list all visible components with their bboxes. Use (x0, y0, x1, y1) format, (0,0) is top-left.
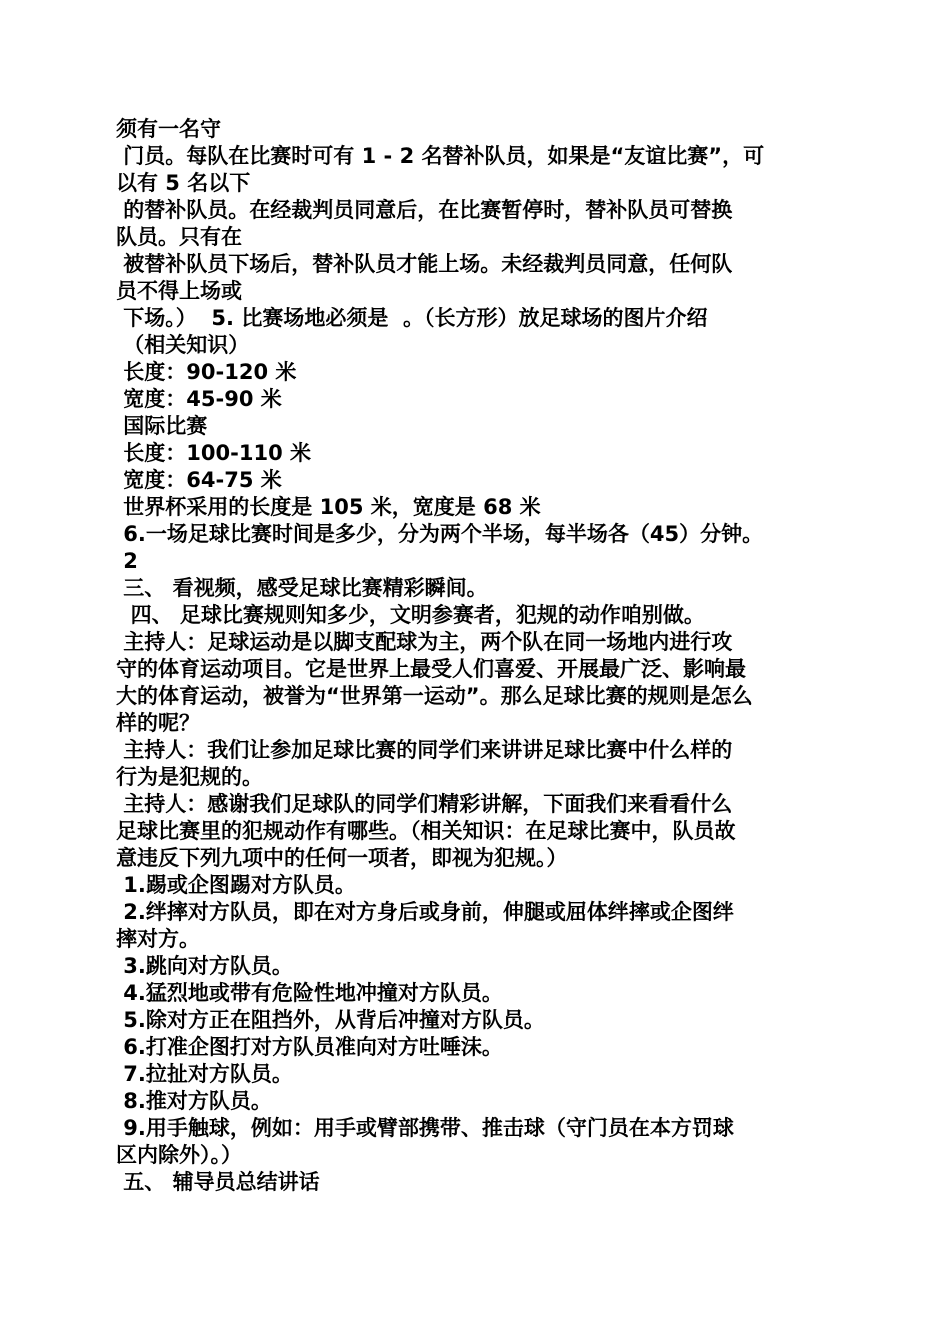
text-line: 主持人：感谢我们足球队的同学们精彩讲解，下面我们来看看什么 (116, 792, 733, 816)
text-line: 长度：90-120 米 (116, 360, 297, 384)
text-line: 下场。） 5. 比赛场地必须是 。（长方形）放足球场的图片介绍 (116, 306, 708, 330)
text-line: 世界杯采用的长度是 105 米，宽度是 68 米 (116, 495, 541, 519)
text-line: 宽度：64-75 米 (116, 468, 282, 492)
text-line: 主持人：我们让参加足球比赛的同学们来讲讲足球比赛中什么样的 (116, 738, 733, 762)
text-line: 守的体育运动项目。它是世界上最受人们喜爱、开展最广泛、影响最 (116, 657, 746, 681)
text-line: 9.用手触球，例如：用手或臂部携带、推击球（守门员在本方罚球 (116, 1116, 734, 1140)
text-line: 宽度：45-90 米 (116, 387, 282, 411)
text-line: 行为是犯规的。 (116, 765, 263, 789)
text-line: 员不得上场或 (116, 279, 242, 303)
text-line: 8.推对方队员。 (116, 1089, 272, 1113)
text-line: 5.除对方正在阻挡外，从背后冲撞对方队员。 (116, 1008, 545, 1032)
text-line: 大的体育运动，被誉为“世界第一运动”。那么足球比赛的规则是怎么 (116, 684, 753, 708)
text-line: 样的呢？ (116, 711, 200, 735)
text-line: 7.拉扯对方队员。 (116, 1062, 293, 1086)
text-line: 摔对方。 (116, 927, 200, 951)
text-line: 长度：100-110 米 (116, 441, 312, 465)
text-line: 1.踢或企图踢对方队员。 (116, 873, 356, 897)
text-line: 五、 辅导员总结讲话 (116, 1170, 320, 1194)
text-line: 国际比赛 (116, 414, 208, 438)
text-line: 四、 足球比赛规则知多少，文明参赛者，犯规的动作咱别做。 (116, 603, 705, 627)
text-line: 2 (116, 549, 138, 573)
text-line: 须有一名守 (116, 117, 221, 141)
text-line: 3.跳向对方队员。 (116, 954, 293, 978)
text-line: 区内除外）。） (116, 1143, 242, 1167)
text-line: （相关知识） (116, 333, 250, 357)
text-line: 足球比赛里的犯规动作有哪些。（相关知识：在足球比赛中，队员故 (116, 819, 736, 843)
text-line: 被替补队员下场后，替补队员才能上场。未经裁判员同意，任何队 (116, 252, 733, 276)
text-line: 门员。每队在比赛时可有 1 - 2 名替补队员，如果是“友谊比赛”，可 (116, 144, 765, 168)
text-line: 6.打准企图打对方队员准向对方吐唾沫。 (116, 1035, 503, 1059)
text-line: 4.猛烈地或带有危险性地冲撞对方队员。 (116, 981, 503, 1005)
text-line: 2.绊摔对方队员，即在对方身后或身前，伸腿或屈体绊摔或企图绊 (116, 900, 734, 924)
text-line: 的替补队员。在经裁判员同意后，在比赛暂停时，替补队员可替换 (116, 198, 733, 222)
text-line: 意违反下列九项中的任何一项者，即视为犯规。） (116, 846, 568, 870)
document-page (116, 116, 838, 1196)
text-line: 三、 看视频，感受足球比赛精彩瞬间。 (116, 576, 488, 600)
text-line: 6.一场足球比赛时间是多少，分为两个半场，每半场各（45）分钟。 (116, 522, 764, 546)
text-line: 主持人：足球运动是以脚支配球为主，两个队在同一场地内进行攻 (116, 630, 733, 654)
text-line: 以有 5 名以下 (116, 171, 251, 195)
text-line: 队员。只有在 (116, 225, 242, 249)
